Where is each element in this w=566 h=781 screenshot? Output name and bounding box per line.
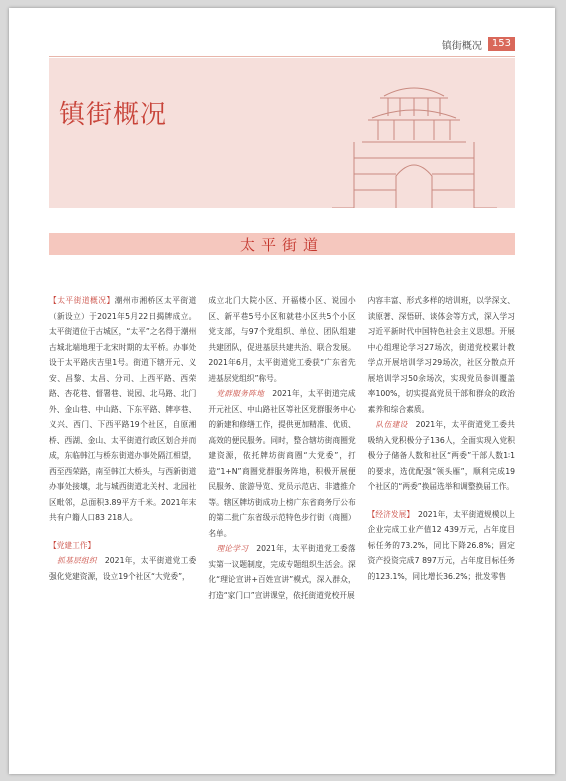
subtopic-heading: 队伍建设 — [375, 420, 408, 429]
paragraph — [49, 538, 196, 554]
page-number-badge: 153 — [488, 37, 515, 51]
topic-heading: 【党建工作】 — [49, 540, 96, 550]
paragraph — [49, 293, 196, 526]
section-title: 太平街道 — [239, 235, 324, 254]
column-3 — [368, 293, 515, 763]
header-section-name: 镇街概况 — [441, 40, 482, 52]
chapter-banner — [49, 58, 515, 208]
paragraph-text: 2021年，太平街道完成开元社区、中山路社区等社区党群服务中心的新建和修缮工作，提供更加精准、优质、高效的便民服务。同时，整合辖坊街商圈党建资源，依托牌坊街商圈“大党委”，打造“1+N”商圈党群服务阵地，积极开展便民服务、旅游导览、党员示范店、非遗推介等。辖区牌坊街成功上榜广东省商务厅公布的第二批广东省级示范特色步行街（商圈）名单。 — [208, 389, 356, 538]
paragraph — [368, 417, 515, 495]
paragraph-text: 2021年，太平街道规模以上企业完成工业产值12 439万元，占年度目标任务的73.2%，同比下降26.8%；固定资产投资完成7 897万元，占年度目标任务的123.1%，同比增长36.2%；批发零售 — [367, 509, 515, 581]
paragraph — [368, 293, 515, 417]
paragraph-text: 2021年，太平街道党工委强化党建资源，设立19个社区“大党委”， — [49, 556, 197, 581]
topic-heading: 【经济发展】 — [367, 509, 411, 519]
chapter-title: 镇街概况 — [59, 100, 168, 130]
paragraph-text: 成立北门大院小区、开福楼小区、说园小区、新平巷5号小区和就巷小区共5个小区党支部，与97个党组织、单位、团队组建共建团队，促进基层共建共治、联合发展。2021年6月，太平街道党工委获“广东省先进基层党组织”称号。 — [208, 296, 356, 383]
paragraph-text: 内容丰富、形式多样的培训班，以学深文、读原著、深悟研、谈体会等方式，深入学习习近平新时代中国特色社会主义思想。开展中心组理论学习27场次，街道党校累计教学点开展培训学习29场次，社区分散点开展培训学习50余场次，实现党员参训覆盖率100%，切实提高党员干部和群众的政治素养和综合素质。 — [367, 296, 515, 414]
subtopic-heading: 理论学习 — [216, 544, 249, 553]
paragraph — [208, 386, 355, 541]
city-gate-illustration — [332, 58, 497, 208]
topic-heading: 【太平街道概况】 — [49, 296, 115, 305]
header-divider — [49, 56, 515, 57]
paragraph-text: 2021年，太平街道党工委落实第一议题制度，完成专题组织生活会。深化“理论宣讲+百姓宣讲”模式，深入群众，打造“家门口”宣讲课堂，依托街道党校开展 — [208, 544, 356, 600]
article-columns — [49, 293, 515, 763]
paragraph — [49, 553, 196, 584]
running-header — [442, 36, 515, 52]
paragraph-text: 潮州市湘桥区太平街道（新设立）于2021年5月22日揭牌成立。太平街道位于古城区，“太平”之名得于潮州古城北端地理于北宋时期的太平桥。办事处设于太平路庆吉里1号。街道下辖开元、义安、昌黎、太昌、分司、上西平路、西荣路、杏花巷、督署巷、说园、北马路、北门外、金山巷、中山路、下东平路、牌亭巷、义兴、西门、下西平路19个社区，自原湘桥、西湖、金山、太平街道行政区划合并而成，东临韩江与桥东街道办事处隔江相望，西至西荣路，南至韩江大桥头，与西新街道办事处接壤，北与城西街道北关村、北园社区毗邻，总面积3.89平方千米。2021年末共有户籍人口83 218人。 — [49, 296, 197, 522]
section-title-bar — [49, 233, 515, 255]
paragraph — [208, 293, 355, 386]
column-1 — [49, 293, 196, 763]
subtopic-heading: 抓基层组织 — [56, 556, 97, 565]
document-page — [9, 8, 555, 774]
paragraph — [368, 507, 515, 585]
paragraph — [208, 541, 355, 603]
paragraph-text: 2021年，太平街道党工委共吸纳入党积极分子136人，全面实现入党积极分子储备人数和社区“两委”干部人数1∶1的要求，选优配强“领头雁”，顺利完成19个社区的“两委”换届选举和调整换届工作。 — [367, 420, 515, 491]
subtopic-heading: 党群服务阵地 — [216, 389, 265, 398]
column-2 — [208, 293, 355, 763]
